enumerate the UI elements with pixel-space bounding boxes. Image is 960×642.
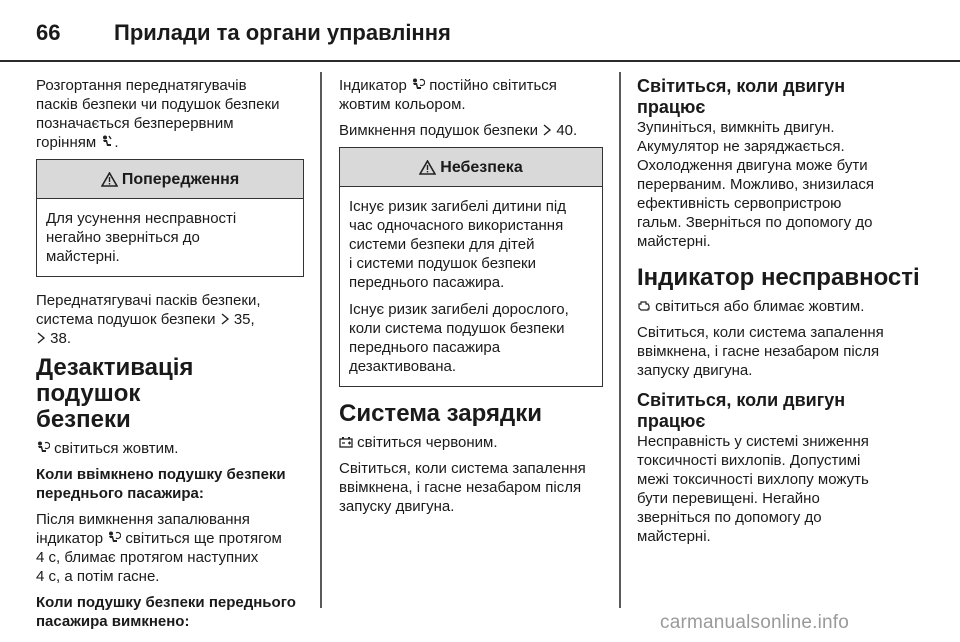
column-1 xyxy=(36,76,304,638)
page-ref-40[interactable]: 40. xyxy=(556,122,578,139)
column-divider-1 xyxy=(320,72,322,608)
paragraph-indicator-constant: Індикатор постійно світиться жовтим кольором. xyxy=(339,77,557,113)
warning-body: Для усунення несправності негайно зверніться до майстерні. xyxy=(46,210,237,265)
paragraph-references: Переднатягувачі пасків безпеки, система подушок безпеки 35, 38. xyxy=(36,292,261,347)
danger-body: Існує ризик загибелі дитини під час одночасного використання системи безпеки для дітей і системи подушок безпеки переднього пасажира. Існує ризик загибелі дорослого, коли система подушок безпеки переднього пасажира дезактивована. xyxy=(349,198,569,375)
page-ref-35[interactable]: 35, xyxy=(233,311,255,328)
page-number: 66 xyxy=(36,20,61,45)
warning-triangle-icon xyxy=(101,172,118,187)
heading-malfunction-indicator: Індикатор несправності xyxy=(637,264,920,291)
column-divider-2 xyxy=(619,72,621,608)
heading-engine-running-2: Світиться, коли двигун працює xyxy=(637,390,846,431)
heading-charging-system: Система зарядки xyxy=(339,400,542,427)
paragraph-airbag-disable-ref: Вимкнення подушок безпеки 40. xyxy=(339,122,578,139)
danger-header xyxy=(340,148,602,187)
reference-arrow-icon xyxy=(220,313,230,325)
paragraph-stop-engine: Зупиніться, вимкніть двигун. Акумулятор не заряджається. Охолодження двигуна може бути перерваним. Можливо, знизилася ефективність сервопристрою гальм. Зверніться по допомогу до майстерні. xyxy=(637,119,874,250)
paragraph-deployment: Розгортання переднатягувачів пасків безпеки чи подушок безпеки позначається безперервним горінням . xyxy=(36,77,280,151)
warning-title: Попередження xyxy=(121,170,240,188)
paragraph-airbag-indicator: світиться жовтим. xyxy=(36,439,304,458)
airbag-off-icon xyxy=(411,78,425,92)
danger-title: Небезпека xyxy=(440,158,523,176)
page-ref-38[interactable]: 38. xyxy=(50,330,72,347)
heading-airbag-deactivation: Дезактивація подушок безпеки xyxy=(36,354,194,433)
warning-box xyxy=(36,159,304,277)
paragraph-charging-indicator: світиться червоним. xyxy=(339,433,603,452)
paragraph-after-ignition: Після вимкнення запалювання індикатор світиться ще протягом 4 с, блимає протягом наступних 4 с, а потім гасне. xyxy=(36,511,282,585)
engine-check-icon xyxy=(637,299,651,313)
watermark: carmanualsonline.info xyxy=(660,612,850,633)
paragraph-malfunction-ignition: Світиться, коли система запалення ввімкнена, і гасне незабаром після запуску двигуна. xyxy=(637,324,884,379)
paragraph-malfunction-indicator: світиться або блимає жовтим. xyxy=(637,297,929,316)
seatbelt-pretensioner-icon xyxy=(100,135,114,149)
header-rule xyxy=(0,60,960,62)
page-title: Прилади та органи управління xyxy=(114,20,451,45)
paragraph-emissions-fault: Несправність у системі зниження токсичності вихлопів. Допустимі межі токсичності вихлопу можуть бути перевищені. Негайно зверніться по допомогу до майстерні. xyxy=(637,433,869,545)
column-3 xyxy=(637,76,929,553)
heading-engine-running: Світиться, коли двигун працює xyxy=(637,76,846,117)
paragraph-charging-ignition: Світиться, коли система запалення ввімкнена, і гасне незабаром після запуску двигуна. xyxy=(339,460,586,515)
page-header xyxy=(36,18,451,48)
warning-triangle-icon xyxy=(419,160,436,175)
column-2 xyxy=(339,76,603,523)
airbag-off-icon xyxy=(107,531,121,545)
reference-arrow-icon xyxy=(36,332,46,344)
battery-icon xyxy=(339,435,353,449)
danger-box xyxy=(339,147,603,387)
reference-arrow-icon xyxy=(542,124,552,136)
warning-header xyxy=(37,160,303,199)
subheading-airbag-off: Коли подушку безпеки переднього пасажира вимкнено: xyxy=(36,594,296,630)
subheading-airbag-on: Коли ввімкнено подушку безпеки переднього пасажира: xyxy=(36,466,286,502)
airbag-off-icon xyxy=(36,441,50,455)
